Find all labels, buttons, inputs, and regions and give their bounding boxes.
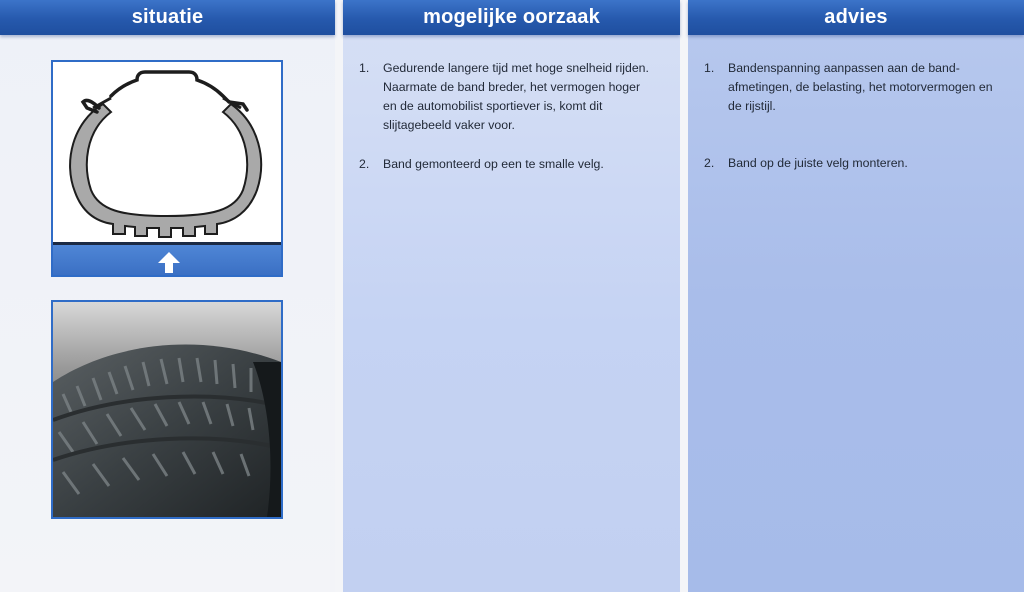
- column-header-situatie: situatie: [0, 0, 335, 35]
- list-item-number: 1.: [359, 61, 370, 75]
- list-item-number: 2.: [704, 156, 715, 170]
- list-item-number: 2.: [359, 157, 370, 171]
- list-item: [704, 59, 1000, 116]
- column-header-advies: advies: [688, 0, 1024, 35]
- column-advies: [688, 0, 1024, 592]
- arrow-up-icon: [157, 250, 181, 274]
- worn-tyre-photo: [51, 300, 283, 519]
- advies-list: [688, 35, 1024, 173]
- column-header-oorzaak: mogelijke oorzaak: [343, 0, 680, 35]
- tyre-cross-section-diagram: [51, 60, 283, 277]
- list-item-text: Band gemonteerd op een te smalle velg.: [383, 157, 604, 171]
- oorzaak-list: [343, 35, 680, 174]
- ground-band: [53, 242, 281, 275]
- list-item: [359, 59, 656, 135]
- column-oorzaak: [343, 0, 680, 592]
- tyre-photo-illustration: [53, 302, 281, 517]
- list-item: [704, 154, 1000, 173]
- list-item-text: Gedurende langere tijd met hoge snelheid rijden. Naarmate de band breder, het vermogen hoger en de automobilist sportiever is, komt dit slijtagebeeld vaker voor.: [383, 61, 649, 132]
- list-item-text: Bandenspanning aanpassen aan de band-afmetingen, de belasting, het motorvermogen en de rijstijl.: [728, 61, 993, 113]
- list-item: [359, 155, 656, 174]
- column-situatie: [0, 0, 335, 592]
- tyre-cross-section-icon: [53, 62, 281, 244]
- list-item-number: 1.: [704, 61, 715, 75]
- list-item-text: Band op de juiste velg monteren.: [728, 156, 908, 170]
